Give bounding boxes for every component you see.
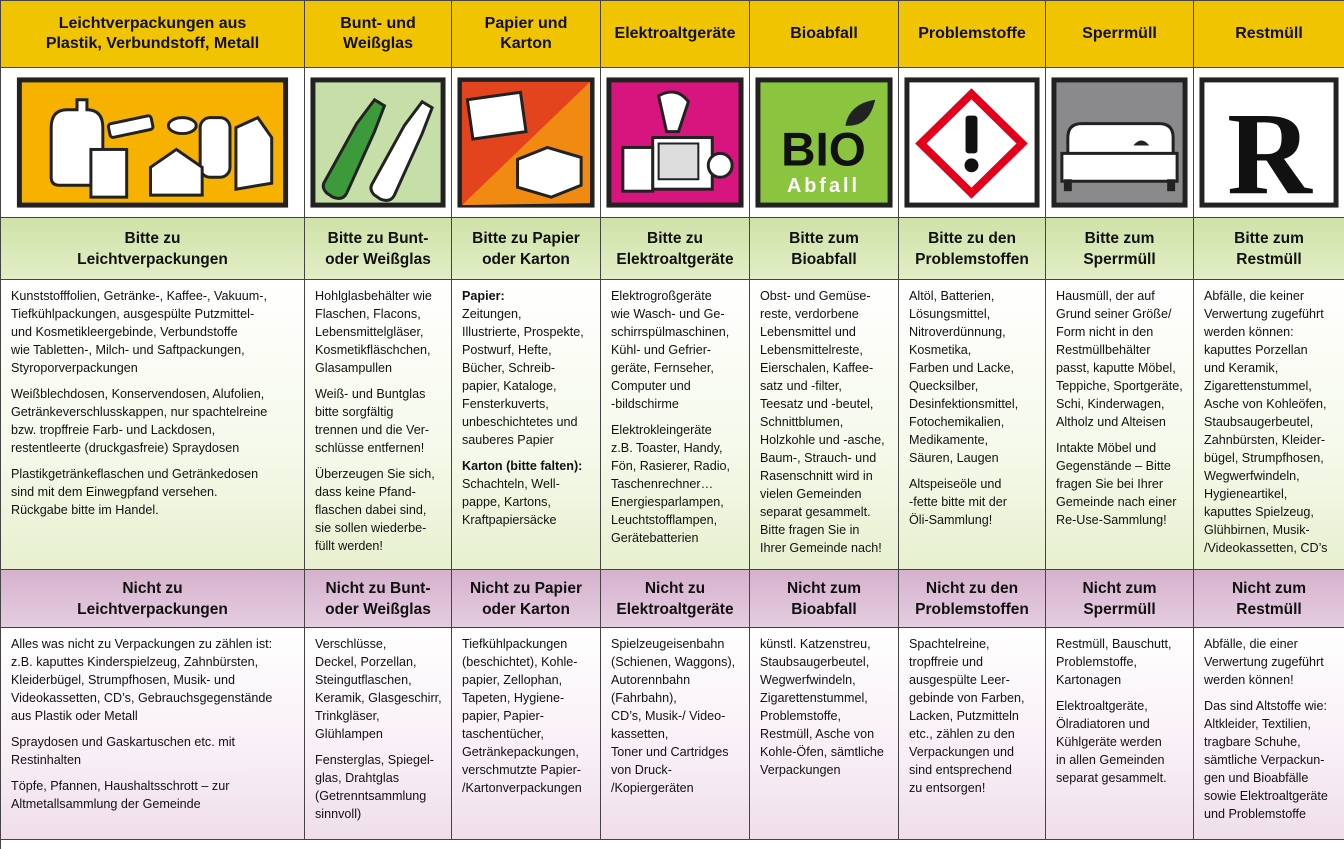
list-paragraph: Spachtelreine, tropffreie und ausgespülte Leer- gebinde von Farben, Lacken, Putzmitteln etc., zählen zu den Verpackungen und sind entsprechend zu entsorgen! [909, 637, 1025, 795]
yes-list-glas [305, 280, 452, 570]
papier-label-text: Papier: [462, 289, 505, 303]
yes-title-bioabfall [750, 218, 899, 280]
paper-box-icon [452, 68, 601, 218]
yes-list-leichtverpackungen [1, 280, 305, 570]
list-paragraph: Elektrogroßgeräte wie Wasch- und Ge- schirrspülmaschinen, Kühl- und Gefrier- geräte, Fernseher, Computer und -bildschirme [611, 289, 730, 411]
list-paragraph: Altöl, Batterien, Lösungsmittel, Nitroverdünnung, Kosmetika, Farben und Lacke, Quecksilber, Desinfektionsmittel, Fotochemikalien, Medikamente, Säuren, Laugen [909, 289, 1019, 465]
header-label: Leichtverpackungen aus Plastik, Verbundstoff, Metall [45, 15, 260, 52]
yes-title-leichtverpackungen [1, 218, 305, 280]
list-paragraph: Tiefkühlpackungen (beschichtet), Kohle- papier, Zellophan, Tapeten, Hygiene- papier, Papier- taschentücher, Getränkepackungen, verschmutzte Papier- /Kartonverpackungen [462, 637, 582, 795]
yes-title-label: Bitte zu Bunt- oder Weißglas [325, 229, 431, 268]
yes-title-elektro [601, 218, 750, 280]
no-title-elektro [601, 570, 750, 628]
bio-logo-text: BIO [781, 123, 866, 177]
hazard-warning-icon [899, 68, 1046, 218]
list-paragraph: Altspeiseöle und -fette bitte mit der Öli-Sammlung! [909, 477, 1007, 527]
list-paragraph: Töpfe, Pfannen, Haushaltsschrott – zur Altmetallsammlung der Gemeinde [11, 779, 230, 811]
list-paragraph: Alles was nicht zu Verpackungen zu zählen ist: z.B. kaputtes Kinderspielzeug, Zahnbürsten, Kleiderbügel, Strumpfhosen, Musik- und Videokassetten, CD’s, Gebrauchsgegenstände aus Plastik oder Metall [11, 637, 273, 723]
no-title-problemstoffe [899, 570, 1046, 628]
sofa-icon [1046, 68, 1194, 218]
list-paragraph: Abfälle, die keiner Verwertung zugeführt werden können: kaputtes Porzellan und Keramik, Zigarettenstummel, Asche von Kohleöfen, Staubsaugerbeutel, Zahnbürsten, Kleider- bügel, Strumpfhosen, Wegwerfwindeln, Hygieneartikel, kaputtes Spielzeug, Glühbirnen, Musik- /Videokassetten, CD’s [1204, 289, 1328, 555]
no-title-label: Nicht zum Restmüll [1231, 579, 1307, 618]
list-paragraph: Weißblechdosen, Konservendosen, Alufolien, Getränkeverschlusskappen, nur spachtelreine bzw. tropffreie Farb- und Lackdosen, restentleerte (druckgasfreie) Spraydosen [11, 387, 268, 455]
no-title-label: Nicht zu Leichtverpackungen [77, 579, 228, 618]
list-paragraph: Fensterglas, Spiegel- glas, Drahtglas (Getrenntsammlung sinnvoll) [315, 753, 435, 821]
no-title-label: Nicht zu den Problemstoffen [915, 579, 1029, 618]
karton-label [462, 457, 594, 475]
list-paragraph: Plastikgetränkeflaschen und Getränkedosen sind mit dem Einwegpfand versehen. Rückgabe bitte im Handel. [11, 467, 259, 517]
no-title-restmuell [1194, 570, 1344, 628]
column-header-bioabfall [750, 1, 899, 68]
yes-title-label: Bitte zu Papier oder Karton [472, 229, 580, 268]
yes-title-restmuell [1194, 218, 1344, 280]
no-title-label: Nicht zum Bioabfall [786, 579, 862, 618]
no-title-bioabfall [750, 570, 899, 628]
yes-list-problemstoffe [899, 280, 1046, 570]
no-title-label: Nicht zu Papier oder Karton [470, 579, 582, 618]
column-header-restmuell [1194, 1, 1344, 68]
list-paragraph: Spielzeugeisenbahn (Schienen, Waggons), Autorennbahn (Fahrbahn), CD’s, Musik-/ Video- kassetten, Toner und Cartridges von Druck- /Kopiergeräten [611, 637, 736, 795]
r-logo-text: R [1227, 90, 1312, 217]
yes-title-label: Bitte zum Bioabfall [789, 229, 859, 268]
column-header-leichtverpackungen [1, 1, 305, 68]
header-label: Elektroaltgeräte [614, 25, 736, 42]
abfall-logo-text: Abfall [786, 175, 861, 198]
yes-list-sperrmuell [1046, 280, 1194, 570]
list-paragraph: Elektrokleingeräte z.B. Toaster, Handy, Fön, Rasierer, Radio, Taschenrechner… Energiesparlampen, Leuchtstofflampen, Gerätebatterien [611, 423, 730, 545]
yes-title-label: Bitte zu Elektroaltgeräte [616, 229, 734, 268]
no-list-leichtverpackungen [1, 628, 305, 840]
list-paragraph: Verschlüsse, Deckel, Porzellan, Steingutflaschen, Keramik, Glasgeschirr, Trinkgläser, Glühlampen [315, 637, 442, 741]
list-paragraph: Das sind Altstoffe wie: Altkleider, Textilien, tragbare Schuhe, sämtliche Verpackun- gen und Bioabfälle sowie Elektroaltgeräte und Problemstoffe [1204, 699, 1328, 821]
no-title-glas [305, 570, 452, 628]
yes-title-label: Bitte zu Leichtverpackungen [77, 229, 228, 268]
yes-title-label: Bitte zu den Problemstoffen [915, 229, 1029, 268]
list-paragraph: künstl. Katzenstreu, Staubsaugerbeutel, Wegwerfwindeln, Zigarettenstummel, Problemstoffe, Restmüll, Asche von Kohle-Öfen, sämtliche Verpackungen [760, 637, 884, 777]
yes-title-glas [305, 218, 452, 280]
yes-list-restmuell [1194, 280, 1344, 570]
header-label: Papier und Karton [484, 15, 568, 52]
column-header-sperrmuell [1046, 1, 1194, 68]
yes-title-papier [452, 218, 601, 280]
glass-bottles-icon [305, 68, 452, 218]
no-list-elektro [601, 628, 750, 840]
list-paragraph: Elektroaltgeräte, Ölradiatoren und Kühlgeräte werden in allen Gemeinden separat gesammelt. [1056, 699, 1167, 785]
list-paragraph: Abfälle, die einer Verwertung zugeführt werden können! [1204, 637, 1324, 687]
yes-list-papier [452, 280, 601, 570]
no-list-problemstoffe [899, 628, 1046, 840]
no-list-sperrmuell [1046, 628, 1194, 840]
list-paragraph: Obst- und Gemüse- reste, verdorbene Lebensmittel und Lebensmittelreste, Eierschalen, Kaffee- satz und -filter, Teesatz und -beutel, Schnittblumen, Holzkohle und -asche, Baum-, Strauch- und Rasenschnitt wird in vielen Gemeinden separat gesammelt. Bitte fragen Sie in Ihrer Gemeinde nach! [760, 289, 885, 555]
column-header-problemstoffe [899, 1, 1046, 68]
list-paragraph: Hausmüll, der auf Grund seiner Größe/ Form nicht in den Restmüllbehälter passt, kaputte Möbel, Teppiche, Sportgeräte, Schi, Kinderwagen, Altholz und Alteisen [1056, 289, 1183, 429]
list-paragraph: Überzeugen Sie sich, dass keine Pfand- flaschen dabei sind, sie sollen wiederbe- füllt werden! [315, 467, 435, 553]
list-paragraph: Zeitungen, Illustrierte, Prospekte, Postwurf, Hefte, Bücher, Schreib- papier, Kataloge, Fensterkuverts, unbeschichtetes und sauberes Papier [462, 307, 584, 447]
list-paragraph: Schachteln, Well- pappe, Kartons, Kraftpapiersäcke [462, 477, 560, 527]
restmuell-r-icon [1194, 68, 1344, 218]
header-label: Restmüll [1235, 25, 1303, 42]
header-label: Sperrmüll [1082, 25, 1157, 42]
yes-title-problemstoffe [899, 218, 1046, 280]
yes-title-sperrmuell [1046, 218, 1194, 280]
column-header-elektro [601, 1, 750, 68]
yes-list-bioabfall [750, 280, 899, 570]
bio-abfall-icon [750, 68, 899, 218]
no-list-glas [305, 628, 452, 840]
no-title-papier [452, 570, 601, 628]
packaging-icon [1, 68, 305, 218]
electronics-icon [601, 68, 750, 218]
no-title-leichtverpackungen [1, 570, 305, 628]
no-title-sperrmuell [1046, 570, 1194, 628]
karton-label-text: Karton (bitte falten): [462, 459, 583, 473]
list-paragraph: Hohlglasbehälter wie Flaschen, Flacons, Lebensmittelgläser, Kosmetikfläschchen, Glasampullen [315, 289, 432, 375]
no-title-label: Nicht zum Sperrmüll [1082, 579, 1157, 618]
list-paragraph: Intakte Möbel und Gegenstände – Bitte fragen Sie bei Ihrer Gemeinde nach einer Re-Use-Sammlung! [1056, 441, 1177, 527]
list-paragraph: Kunststofffolien, Getränke-, Kaffee-, Vakuum-, Tiefkühlpackungen, ausgespülte Putzmittel- und Kosmetikleergebinde, Verbundstoffe wie Tabletten-, Milch- und Saftpackungen, Styroporverpackungen [11, 289, 267, 375]
no-list-restmuell [1194, 628, 1344, 840]
papier-label [462, 287, 594, 305]
header-label: Bunt- und Weißglas [340, 15, 416, 52]
yes-title-label: Bitte zum Restmüll [1234, 229, 1304, 268]
no-list-papier [452, 628, 601, 840]
yes-list-elektro [601, 280, 750, 570]
yes-title-label: Bitte zum Sperrmüll [1083, 229, 1156, 268]
column-header-papier [452, 1, 601, 68]
no-title-label: Nicht zu Elektroaltgeräte [616, 579, 734, 618]
no-title-label: Nicht zu Bunt- oder Weißglas [325, 579, 431, 618]
header-label: Bioabfall [790, 25, 858, 42]
header-label: Problemstoffe [918, 25, 1026, 42]
list-paragraph: Weiß- und Buntglas bitte sorgfältig trennen und die Ver- schlüsse entfernen! [315, 387, 430, 455]
list-paragraph: Restmüll, Bauschutt, Problemstoffe, Kartonagen [1056, 637, 1172, 687]
list-paragraph: Spraydosen und Gaskartuschen etc. mit Restinhalten [11, 735, 236, 767]
no-list-bioabfall [750, 628, 899, 840]
column-header-glas [305, 1, 452, 68]
